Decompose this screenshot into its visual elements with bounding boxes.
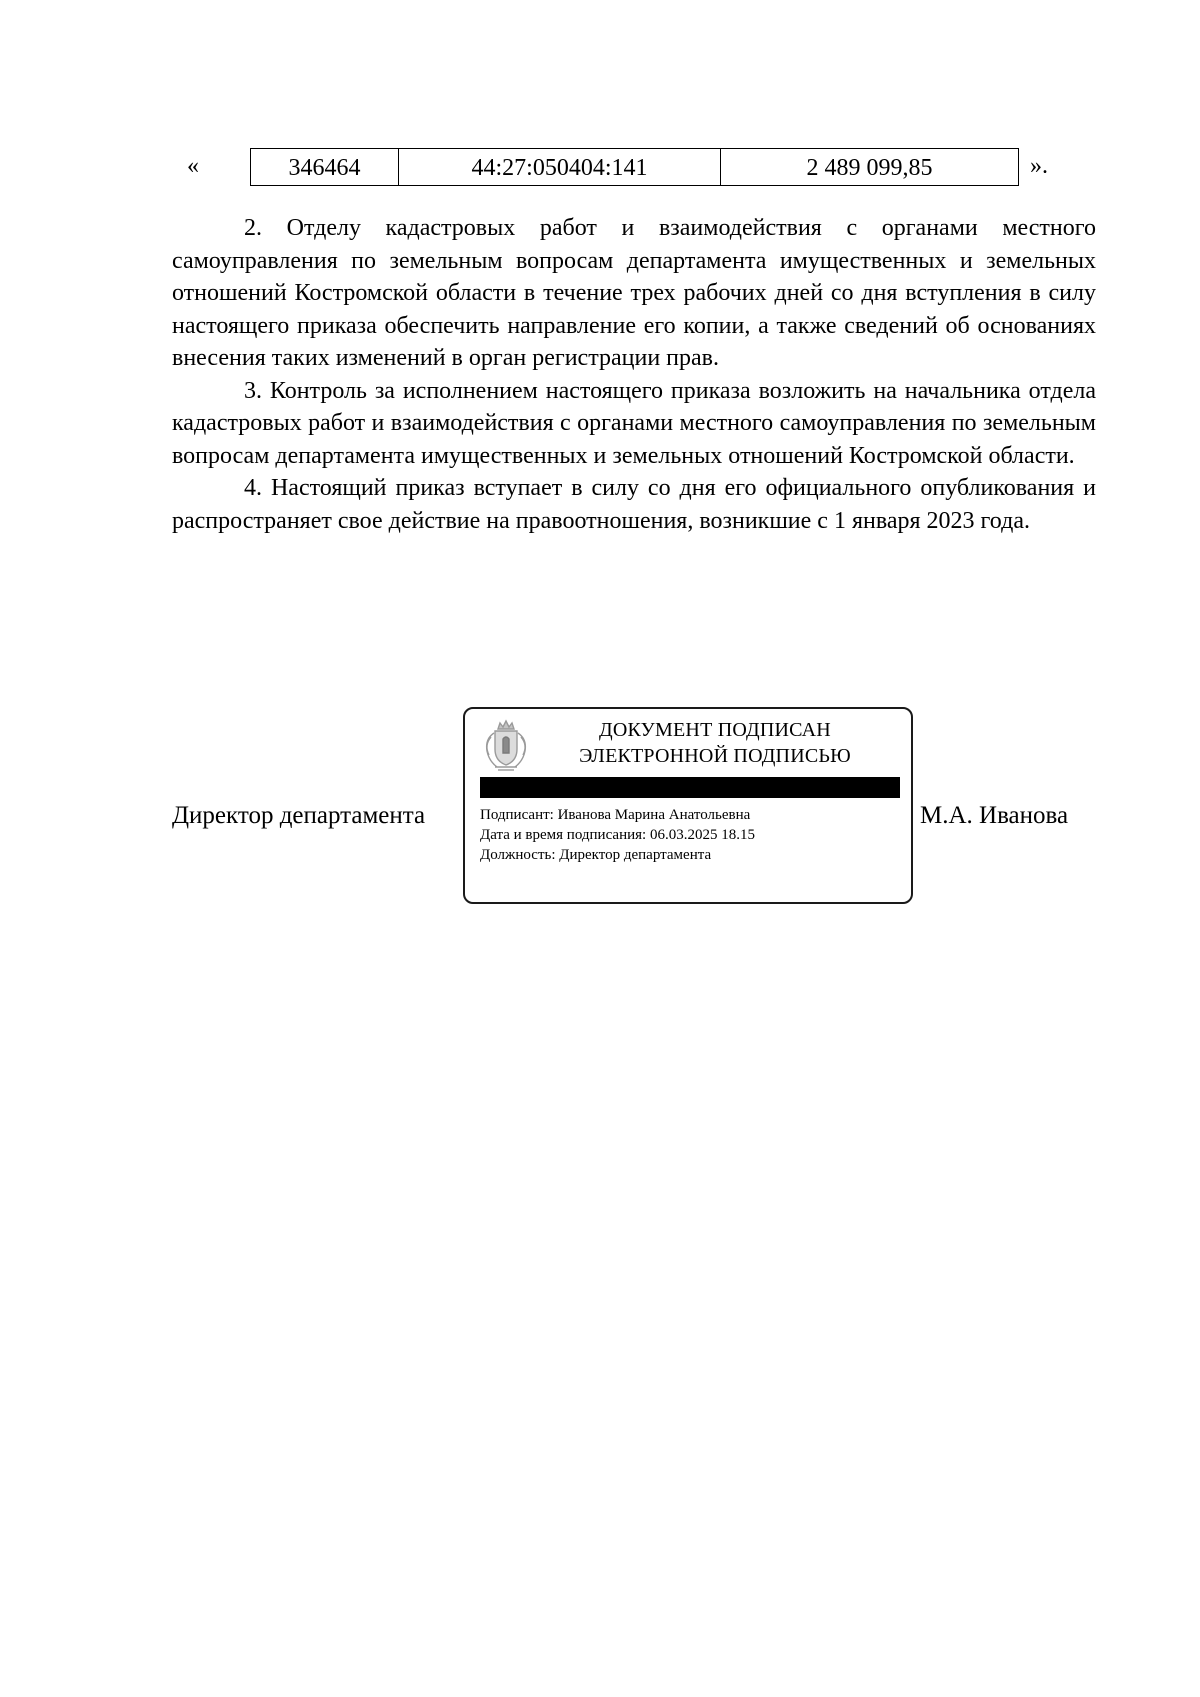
- table-cell-cadastral-number: 44:27:050404:141: [399, 149, 721, 186]
- table-cell-number: 346464: [251, 149, 399, 186]
- closing-quote: ».: [1030, 153, 1048, 179]
- coat-of-arms-icon: [481, 719, 531, 773]
- signatory-position: Директор департамента: [172, 802, 426, 829]
- stamp-signer: Подписант: Иванова Марина Анатольевна: [480, 807, 751, 823]
- stamp-details: [480, 805, 900, 865]
- paragraph-2: 2. Отделу кадастровых работ и взаимодействия с органами местного самоуправления по земельным вопросам департамента имущественных и земельных отношений Костромской области в течение трех рабочих дней со дня вступления в силу настоящего приказа обеспечить направление его копии, а также сведений об основаниях внесения таких изменений в орган регистрации прав.: [172, 215, 1096, 371]
- cadastral-value-table: [250, 148, 1019, 186]
- stamp-datetime: Дата и время подписания: 06.03.2025 18.15: [480, 827, 755, 843]
- stamp-heading: [545, 717, 885, 769]
- stamp-heading-line1: ДОКУМЕНТ ПОДПИСАН: [599, 719, 831, 741]
- table-cell-cadastral-value: 2 489 099,85: [721, 149, 1019, 186]
- signatory-name: М.А. Иванова: [920, 802, 1069, 829]
- table-row: [251, 149, 1019, 186]
- paragraph-3: 3. Контроль за исполнением настоящего приказа возложить на начальника отдела кадастровых работ и взаимодействия с органами местного самоуправления по земельным вопросам департамента имущественных и земельных отношений Костромской области.: [172, 377, 1096, 469]
- paragraph-4: 4. Настоящий приказ вступает в силу со дня его официального опубликования и распространяет свое действие на правоотношения, возникшие с 1 января 2023 года.: [172, 475, 1096, 534]
- certificate-redaction-bar: [480, 777, 900, 798]
- opening-quote: «: [187, 153, 199, 179]
- stamp-role: Должность: Директор департамента: [480, 847, 712, 863]
- document-body: [172, 212, 1096, 537]
- stamp-heading-line2: ЭЛЕКТРОННОЙ ПОДПИСЬЮ: [579, 745, 851, 767]
- electronic-signature-stamp: [463, 707, 913, 904]
